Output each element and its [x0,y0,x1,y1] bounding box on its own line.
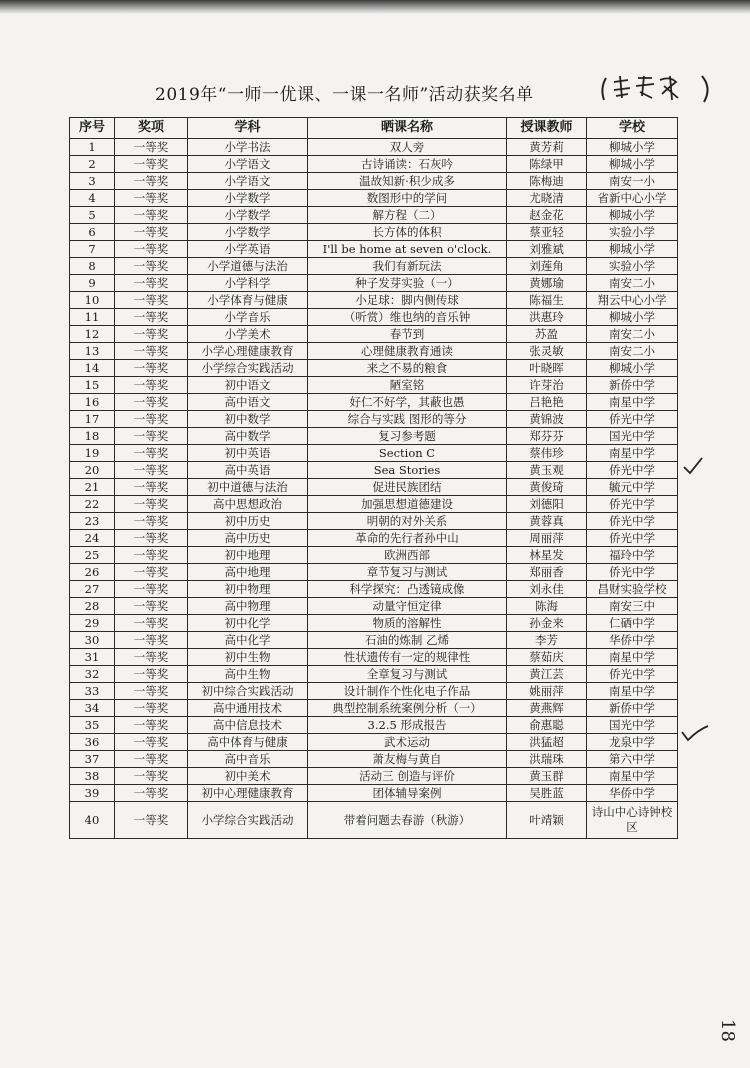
cell-index: 5 [70,207,115,224]
cell-subject: 小学数学 [188,224,308,241]
cell-school: 南星中学 [587,445,678,462]
cell-subject: 小学综合实践活动 [188,802,308,839]
cell-award: 一等奖 [115,581,188,598]
header-index: 序号 [70,118,115,139]
cell-subject: 高中生物 [188,666,308,683]
cell-teacher: 陈梅迪 [507,173,587,190]
cell-index: 22 [70,496,115,513]
cell-school: 诗山中心诗钟校区 [587,802,678,839]
table-row [70,428,678,445]
cell-award: 一等奖 [115,258,188,275]
cell-award: 一等奖 [115,496,188,513]
table-row [70,683,678,700]
cell-teacher: 黄蓉真 [507,513,587,530]
cell-subject: 高中通用技术 [188,700,308,717]
cell-teacher: 黄俊琦 [507,479,587,496]
cell-index: 32 [70,666,115,683]
cell-teacher: 孙金来 [507,615,587,632]
cell-school: 华侨中学 [587,632,678,649]
cell-subject: 初中化学 [188,615,308,632]
cell-course-name: 石油的炼制 乙烯 [308,632,507,649]
page-number: 18 [717,1019,738,1042]
cell-index: 39 [70,785,115,802]
cell-subject: 小学语文 [188,156,308,173]
header-teacher: 授课教师 [507,118,587,139]
cell-course-name: 加强思想道德建设 [308,496,507,513]
cell-subject: 小学书法 [188,139,308,156]
cell-teacher: 赵金花 [507,207,587,224]
cell-index: 24 [70,530,115,547]
cell-award: 一等奖 [115,564,188,581]
table-row [70,326,678,343]
cell-school: 南星中学 [587,768,678,785]
table-row [70,156,678,173]
table-row [70,632,678,649]
cell-school: 侨光中学 [587,564,678,581]
cell-index: 28 [70,598,115,615]
cell-index: 11 [70,309,115,326]
table-row [70,207,678,224]
cell-course-name: 设计制作个性化电子作品 [308,683,507,700]
cell-teacher: 郑丽香 [507,564,587,581]
table-row [70,377,678,394]
cell-teacher: 苏盈 [507,326,587,343]
cell-subject: 高中语文 [188,394,308,411]
cell-teacher: 黄玉群 [507,768,587,785]
cell-school: 昌财实验学校 [587,581,678,598]
cell-award: 一等奖 [115,224,188,241]
table-row [70,564,678,581]
table-row [70,394,678,411]
cell-course-name: 革命的先行者孙中山 [308,530,507,547]
cell-teacher: 黄玉观 [507,462,587,479]
cell-course-name: 欧洲西部 [308,547,507,564]
cell-course-name: 长方体的体积 [308,224,507,241]
cell-award: 一等奖 [115,598,188,615]
cell-teacher: 姚丽萍 [507,683,587,700]
cell-award: 一等奖 [115,377,188,394]
cell-school: 华侨中学 [587,785,678,802]
table-row [70,173,678,190]
cell-index: 30 [70,632,115,649]
cell-award: 一等奖 [115,207,188,224]
title-row [0,78,750,108]
cell-teacher: 黄江芸 [507,666,587,683]
cell-award: 一等奖 [115,615,188,632]
cell-index: 23 [70,513,115,530]
cell-course-name: 好仁不好学，其蔽也愚 [308,394,507,411]
cell-index: 6 [70,224,115,241]
table-row [70,411,678,428]
cell-subject: 小学综合实践活动 [188,360,308,377]
cell-teacher: 黄娜瑜 [507,275,587,292]
table-row [70,513,678,530]
cell-award: 一等奖 [115,173,188,190]
cell-award: 一等奖 [115,734,188,751]
table-row [70,649,678,666]
table-row [70,462,678,479]
cell-subject: 初中心理健康教育 [188,785,308,802]
cell-subject: 高中英语 [188,462,308,479]
header-course-name: 晒课名称 [308,118,507,139]
cell-index: 29 [70,615,115,632]
cell-school: 南星中学 [587,683,678,700]
cell-subject: 小学体育与健康 [188,292,308,309]
cell-index: 20 [70,462,115,479]
cell-index: 27 [70,581,115,598]
cell-school: 省新中心小学 [587,190,678,207]
cell-index: 40 [70,802,115,839]
cell-teacher: 叶晓晖 [507,360,587,377]
cell-subject: 初中英语 [188,445,308,462]
cell-course-name: 古诗诵读：石灰吟 [308,156,507,173]
cell-award: 一等奖 [115,156,188,173]
cell-school: 第六中学 [587,751,678,768]
cell-school: 龙泉中学 [587,734,678,751]
cell-school: 侨光中学 [587,530,678,547]
cell-award: 一等奖 [115,309,188,326]
cell-teacher: 郑芬芬 [507,428,587,445]
table-row [70,190,678,207]
cell-course-name: 促进民族团结 [308,479,507,496]
table-row [70,598,678,615]
cell-award: 一等奖 [115,190,188,207]
cell-school: 国光中学 [587,717,678,734]
cell-award: 一等奖 [115,513,188,530]
cell-teacher: 林星发 [507,547,587,564]
cell-award: 一等奖 [115,479,188,496]
table-row [70,360,678,377]
table-row [70,615,678,632]
cell-course-name: 性状遗传有一定的规律性 [308,649,507,666]
cell-school: 南安二小 [587,326,678,343]
cell-teacher: 陈绿甲 [507,156,587,173]
cell-subject: 高中地理 [188,564,308,581]
cell-course-name: 明朝的对外关系 [308,513,507,530]
cell-subject: 小学音乐 [188,309,308,326]
table-row [70,768,678,785]
cell-school: 侨光中学 [587,411,678,428]
cell-course-name: 物质的溶解性 [308,615,507,632]
cell-award: 一等奖 [115,785,188,802]
cell-subject: 高中物理 [188,598,308,615]
cell-school: 南安二小 [587,275,678,292]
cell-index: 31 [70,649,115,666]
cell-teacher: 尤晓清 [507,190,587,207]
table-row [70,139,678,156]
cell-course-name: 团体辅导案例 [308,785,507,802]
cell-teacher: 李芳 [507,632,587,649]
cell-school: 侨光中学 [587,496,678,513]
cell-index: 34 [70,700,115,717]
cell-index: 7 [70,241,115,258]
cell-school: 南安一小 [587,173,678,190]
cell-index: 1 [70,139,115,156]
cell-school: 南星中学 [587,649,678,666]
cell-award: 一等奖 [115,700,188,717]
cell-award: 一等奖 [115,632,188,649]
table-row [70,802,678,839]
cell-index: 15 [70,377,115,394]
cell-course-name: I'll be home at seven o'clock. [308,241,507,258]
cell-subject: 初中生物 [188,649,308,666]
cell-course-name: 我们有新玩法 [308,258,507,275]
cell-school: 翔云中心小学 [587,292,678,309]
cell-teacher: 陈海 [507,598,587,615]
page-number-mark [700,1015,738,1055]
cell-teacher: 黄燕辉 [507,700,587,717]
cell-award: 一等奖 [115,768,188,785]
cell-subject: 初中综合实践活动 [188,683,308,700]
cell-school: 新侨中学 [587,700,678,717]
table-row [70,734,678,751]
cell-award: 一等奖 [115,326,188,343]
cell-award: 一等奖 [115,462,188,479]
cell-course-name: 3.2.5 形成报告 [308,717,507,734]
cell-course-name: 带着问题去春游（秋游） [308,802,507,839]
cell-award: 一等奖 [115,275,188,292]
cell-teacher: 许芽治 [507,377,587,394]
cell-course-name: 科学探究：凸透镜成像 [308,581,507,598]
cell-subject: 高中体育与健康 [188,734,308,751]
cell-teacher: 吕艳艳 [507,394,587,411]
cell-award: 一等奖 [115,343,188,360]
cell-school: 福玲中学 [587,547,678,564]
cell-index: 25 [70,547,115,564]
handwritten-name-annotation [598,72,718,104]
cell-course-name: 动量守恒定律 [308,598,507,615]
cell-award: 一等奖 [115,717,188,734]
cell-subject: 高中数学 [188,428,308,445]
table-body [70,139,678,839]
cell-teacher: 吴胜蓝 [507,785,587,802]
cell-award: 一等奖 [115,683,188,700]
cell-school: 国光中学 [587,428,678,445]
cell-course-name: 温故知新·积少成多 [308,173,507,190]
cell-subject: 小学道德与法治 [188,258,308,275]
cell-teacher: 黄锦波 [507,411,587,428]
cell-teacher: 洪惠玲 [507,309,587,326]
cell-subject: 初中地理 [188,547,308,564]
cell-index: 19 [70,445,115,462]
cell-school: 柳城小学 [587,156,678,173]
cell-school: 侨光中学 [587,462,678,479]
cell-award: 一等奖 [115,241,188,258]
cell-index: 13 [70,343,115,360]
cell-index: 16 [70,394,115,411]
awards-table [69,117,678,839]
cell-award: 一等奖 [115,428,188,445]
table-row [70,275,678,292]
cell-award: 一等奖 [115,649,188,666]
table-row [70,258,678,275]
table-row [70,717,678,734]
cell-course-name: 复习参考题 [308,428,507,445]
table-row [70,530,678,547]
cell-subject: 高中化学 [188,632,308,649]
cell-subject: 小学数学 [188,190,308,207]
cell-award: 一等奖 [115,360,188,377]
scan-top-edge [0,0,750,14]
cell-subject: 小学美术 [188,326,308,343]
cell-school: 柳城小学 [587,309,678,326]
cell-award: 一等奖 [115,445,188,462]
cell-award: 一等奖 [115,530,188,547]
cell-course-name: 小足球：脚内侧传球 [308,292,507,309]
cell-teacher: 刘雅斌 [507,241,587,258]
cell-school: 侨光中学 [587,513,678,530]
cell-subject: 初中道德与法治 [188,479,308,496]
cell-course-name: 来之不易的粮食 [308,360,507,377]
cell-subject: 高中音乐 [188,751,308,768]
cell-index: 10 [70,292,115,309]
cell-subject: 初中美术 [188,768,308,785]
document-title: 2019年“一师一优课、一课一名师”活动获奖名单 [155,85,534,105]
cell-subject: 初中物理 [188,581,308,598]
cell-teacher: 刘莲角 [507,258,587,275]
cell-course-name: 双人旁 [308,139,507,156]
table-row [70,666,678,683]
table-row [70,496,678,513]
cell-school: 仁硒中学 [587,615,678,632]
cell-teacher: 周丽萍 [507,530,587,547]
cell-school: 实验小学 [587,258,678,275]
cell-teacher: 蔡茹庆 [507,649,587,666]
cell-subject: 高中信息技术 [188,717,308,734]
cell-subject: 小学数学 [188,207,308,224]
table-row [70,292,678,309]
cell-index: 37 [70,751,115,768]
cell-award: 一等奖 [115,802,188,839]
cell-index: 2 [70,156,115,173]
cell-subject: 小学语文 [188,173,308,190]
cell-index: 36 [70,734,115,751]
cell-award: 一等奖 [115,751,188,768]
table-row [70,700,678,717]
cell-index: 4 [70,190,115,207]
cell-award: 一等奖 [115,547,188,564]
cell-course-name: （听赏）维也纳的音乐钟 [308,309,507,326]
check-mark-icon [682,455,704,477]
table-row [70,479,678,496]
cell-teacher: 黄芳莉 [507,139,587,156]
table-row [70,343,678,360]
cell-award: 一等奖 [115,411,188,428]
cell-index: 3 [70,173,115,190]
cell-index: 38 [70,768,115,785]
cell-index: 21 [70,479,115,496]
cell-course-name: 解方程（二） [308,207,507,224]
cell-index: 35 [70,717,115,734]
cell-course-name: 心理健康教育通读 [308,343,507,360]
table-row [70,445,678,462]
cell-course-name: 陋室铭 [308,377,507,394]
cell-subject: 小学英语 [188,241,308,258]
cell-award: 一等奖 [115,292,188,309]
cell-school: 柳城小学 [587,139,678,156]
cell-teacher: 陈福生 [507,292,587,309]
cell-school: 柳城小学 [587,360,678,377]
header-subject: 学科 [188,118,308,139]
cell-subject: 小学心理健康教育 [188,343,308,360]
cell-index: 18 [70,428,115,445]
cell-subject: 初中数学 [188,411,308,428]
cell-course-name: 活动三 创造与评价 [308,768,507,785]
cell-course-name: 全章复习与测试 [308,666,507,683]
cell-course-name: 春节到 [308,326,507,343]
cell-teacher: 刘永佳 [507,581,587,598]
cell-index: 14 [70,360,115,377]
cell-index: 33 [70,683,115,700]
table-row [70,751,678,768]
cell-teacher: 洪瑞珠 [507,751,587,768]
cell-school: 实验小学 [587,224,678,241]
table-row [70,224,678,241]
cell-school: 南安三中 [587,598,678,615]
table-row [70,241,678,258]
table-row [70,785,678,802]
cell-teacher: 刘德阳 [507,496,587,513]
cell-teacher: 蔡伟珍 [507,445,587,462]
cell-index: 9 [70,275,115,292]
cell-course-name: Sea Stories [308,462,507,479]
cell-school: 南安二小 [587,343,678,360]
table-row [70,581,678,598]
cell-index: 17 [70,411,115,428]
cell-award: 一等奖 [115,139,188,156]
cell-course-name: 萧友梅与黄自 [308,751,507,768]
cell-course-name: Section C [308,445,507,462]
table-header-row [70,118,678,139]
cell-index: 26 [70,564,115,581]
cell-school: 新侨中学 [587,377,678,394]
cell-course-name: 武术运动 [308,734,507,751]
cell-teacher: 张灵敏 [507,343,587,360]
check-mark-icon [680,724,710,744]
cell-school: 侨光中学 [587,666,678,683]
cell-course-name: 数图形中的学问 [308,190,507,207]
cell-school: 柳城小学 [587,241,678,258]
header-award: 奖项 [115,118,188,139]
cell-school: 毓元中学 [587,479,678,496]
cell-award: 一等奖 [115,666,188,683]
cell-index: 8 [70,258,115,275]
cell-subject: 初中语文 [188,377,308,394]
header-school: 学校 [587,118,678,139]
cell-teacher: 叶靖颖 [507,802,587,839]
cell-subject: 高中思想政治 [188,496,308,513]
cell-subject: 初中历史 [188,513,308,530]
cell-school: 柳城小学 [587,207,678,224]
cell-teacher: 洪猛超 [507,734,587,751]
table-row [70,309,678,326]
cell-subject: 小学科学 [188,275,308,292]
cell-teacher: 俞惠聪 [507,717,587,734]
cell-course-name: 综合与实践 图形的等分 [308,411,507,428]
table-row [70,547,678,564]
cell-subject: 高中历史 [188,530,308,547]
cell-course-name: 章节复习与测试 [308,564,507,581]
cell-index: 12 [70,326,115,343]
cell-award: 一等奖 [115,394,188,411]
cell-course-name: 典型控制系统案例分析（一） [308,700,507,717]
cell-course-name: 种子发芽实验（一） [308,275,507,292]
cell-school: 南星中学 [587,394,678,411]
cell-teacher: 蔡亚轻 [507,224,587,241]
